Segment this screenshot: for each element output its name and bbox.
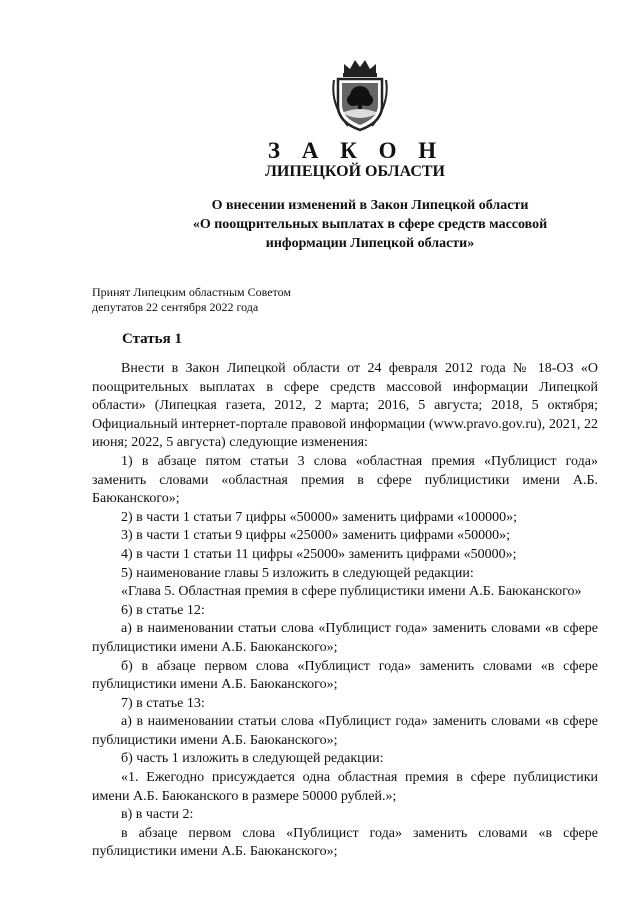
article-body xyxy=(92,360,598,862)
paragraph: а) в наименовании статьи слова «Публицист года» заменить словами «в сфере публицистики имени А.Б. Баюканского»; xyxy=(92,621,598,655)
paragraph: 4) в части 1 статьи 11 цифры «25000» заменить цифрами «50000»; xyxy=(121,546,517,562)
paragraph: 5) наименование главы 5 изложить в следующей редакции: xyxy=(121,565,474,581)
law-subject xyxy=(140,196,600,253)
paragraph: 1) в абзаце пятом статьи 3 слова «областная премия «Публицист года» заменить словами «областная премия в сфере публицистики имени А.Б. Баюканского»; xyxy=(92,453,598,507)
article-heading: Статья 1 xyxy=(122,331,182,347)
paragraph: в абзаце первом слова «Публицист года» заменить словами «в сфере публицистики имени А.Б. Баюканского»; xyxy=(92,825,598,860)
adoption-line: депутатов 22 сентября 2022 года xyxy=(92,300,259,314)
paragraph: 2) в части 1 статьи 7 цифры «50000» заменить цифрами «100000»; xyxy=(121,509,517,525)
paragraph: б) в абзаце первом слова «Публицист года» заменить словами «в сфере публицистики имени А.Б. Баюканского»; xyxy=(92,658,598,693)
paragraph: Внести в Закон Липецкой области от 24 февраля 2012 года № 18-ОЗ «О поощрительных выплатах в сфере средств массовой информации Липецкой области» (Липецкая газета, 2012, 2 марта; 2016, 5 августа; 2018, 5 октября; Официальный интернет-портале правовой информации (www.pravo.gov.ru), 2021, 22 июня; 2022, 5 августа) следующие изменения: xyxy=(92,361,598,451)
subject-line: информации Липецкой области» xyxy=(265,236,475,251)
paragraph: 7) в статье 13: xyxy=(121,695,205,711)
subject-line: О внесении изменений в Закон Липецкой области xyxy=(211,198,529,213)
coat-of-arms-icon xyxy=(330,56,390,134)
paragraph: «1. Ежегодно присуждается одна областная премия в сфере публицистики имени А.Б. Баюканского в размере 50000 рублей.»; xyxy=(92,770,598,804)
adoption-line: Принят Липецким областным Советом xyxy=(92,285,291,299)
paragraph: «Глава 5. Областная премия в сфере публицистики имени А.Б. Баюканского» xyxy=(121,584,582,600)
document-title: З А К О Н xyxy=(267,138,445,163)
region-title: ЛИПЕЦКОЙ ОБЛАСТИ xyxy=(265,163,445,180)
paragraph: б) часть 1 изложить в следующей редакции: xyxy=(121,751,384,767)
paragraph: 3) в части 1 статьи 9 цифры «25000» заменить цифрами «50000»; xyxy=(121,528,510,544)
adoption-note xyxy=(92,285,291,315)
subject-line: «О поощрительных выплатах в сфере средств массовой xyxy=(192,217,548,232)
paragraph: 6) в статье 12: xyxy=(121,602,205,618)
paragraph: в) в части 2: xyxy=(121,807,194,823)
paragraph: а) в наименовании статьи слова «Публицист года» заменить словами «в сфере публицистики имени А.Б. Баюканского»; xyxy=(92,714,598,748)
